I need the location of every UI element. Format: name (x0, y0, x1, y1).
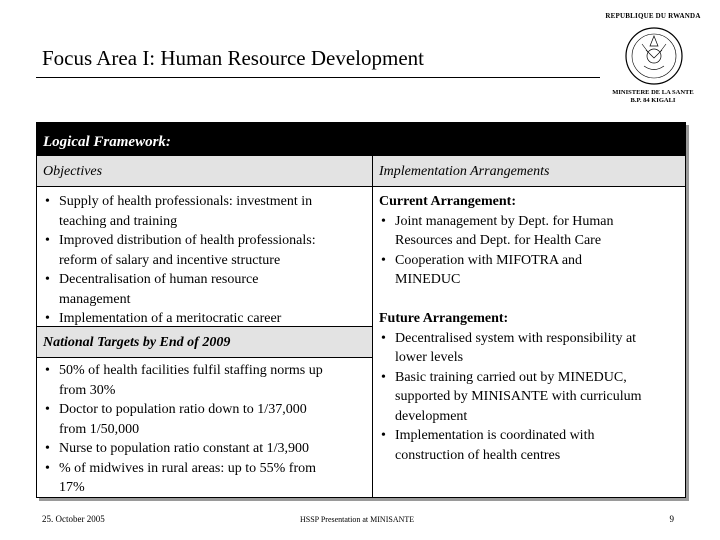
current-line: Resources and Dept. for Health Care (395, 233, 602, 248)
objective-line: teaching and training (59, 213, 178, 229)
bullet-icon: • (45, 402, 50, 417)
current-line: Cooperation with MIFOTRA and (395, 252, 583, 268)
logical-framework-title: Logical Framework: (37, 123, 685, 156)
objective-item (43, 192, 368, 231)
bullet-icon: • (45, 233, 50, 248)
bullet-icon: • (45, 460, 50, 476)
coat-of-arms-seal-icon (624, 26, 684, 86)
ministry-address: B.P. 84 KIGALI (630, 97, 676, 104)
future-line: Decentralised system with responsibility at (395, 330, 637, 346)
objectives-list (43, 192, 368, 329)
target-line: from 30% (59, 382, 116, 398)
slide-title: Focus Area I: Human Resource Development (42, 46, 424, 70)
current-item (379, 251, 679, 290)
target-line: Doctor to population ratio down to 1/37,000 (59, 402, 307, 417)
objective-line: Improved distribution of health professionals: (59, 233, 316, 248)
bullet-icon: • (381, 252, 386, 268)
column-header-row (37, 156, 685, 187)
current-arrangement-list (379, 212, 679, 290)
target-item (43, 459, 368, 498)
national-targets-header (37, 326, 372, 358)
objective-line: Decentralisation of human resource (59, 272, 259, 287)
bullet-icon: • (381, 213, 386, 229)
target-item (43, 361, 368, 400)
future-arrangement-list (379, 329, 679, 466)
ministry-name: MINISTERE DE LA SANTE (612, 89, 694, 96)
page-number: 9 (669, 514, 674, 524)
targets-list (43, 361, 368, 498)
future-line: construction of health centres (395, 447, 561, 463)
current-arrangement-block (379, 192, 679, 290)
column-divider (372, 156, 373, 497)
footer-date: 25. October 2005 (42, 514, 105, 524)
target-line: from 1/50,000 (59, 421, 140, 437)
bullet-icon: • (381, 369, 386, 385)
current-line: Joint management by Dept. for Human (395, 213, 614, 229)
bullet-icon: • (45, 311, 50, 326)
objective-line: Supply of health professionals: investment in (59, 194, 313, 209)
bullet-icon: • (45, 363, 50, 378)
target-line: Nurse to population ratio constant at 1/3,900 (59, 441, 310, 456)
future-arrangement-block (379, 309, 679, 465)
objective-line: reform of salary and incentive structure (59, 252, 281, 268)
target-item (43, 439, 368, 459)
target-line: 50% of health facilities fulfil staffing norms up (59, 363, 323, 378)
objective-item (43, 231, 368, 270)
current-line: MINEDUC (395, 272, 461, 287)
future-line: lower levels (395, 350, 464, 365)
national-targets-title: National Targets by End of 2009 (43, 335, 231, 350)
objectives-header: Objectives (43, 164, 103, 179)
future-item (379, 368, 679, 427)
footer-presentation-label: HSSP Presentation at MINISANTE (300, 515, 415, 524)
objective-line: management (59, 291, 131, 307)
future-line: supported by MINISANTE with curriculum (395, 389, 642, 404)
future-item (379, 329, 679, 368)
future-arrangement-heading: Future Arrangement: (379, 311, 509, 326)
implementation-header: Implementation Arrangements (379, 164, 550, 179)
bullet-icon: • (45, 441, 50, 456)
target-line: 17% (59, 480, 85, 495)
ministry-label (598, 89, 708, 105)
target-item (43, 400, 368, 439)
bullet-icon: • (45, 194, 50, 209)
current-item (379, 212, 679, 251)
objective-line: Implementation of a meritocratic career (59, 311, 282, 326)
future-line: Implementation is coordinated with (395, 428, 595, 443)
bullet-icon: • (45, 272, 50, 287)
future-line: development (395, 408, 468, 424)
bullet-icon: • (381, 330, 386, 346)
implementation-column (379, 192, 679, 465)
bullet-icon: • (381, 428, 386, 443)
logical-framework-box (36, 122, 686, 498)
republic-label: REPUBLIQUE DU RWANDA (605, 12, 701, 20)
future-item (379, 426, 679, 465)
title-underline (36, 77, 600, 78)
objective-item (43, 270, 368, 309)
future-line: Basic training carried out by MINEDUC, (395, 369, 627, 385)
current-arrangement-heading: Current Arrangement: (379, 194, 516, 209)
target-line: % of midwives in rural areas: up to 55% from (59, 460, 316, 476)
